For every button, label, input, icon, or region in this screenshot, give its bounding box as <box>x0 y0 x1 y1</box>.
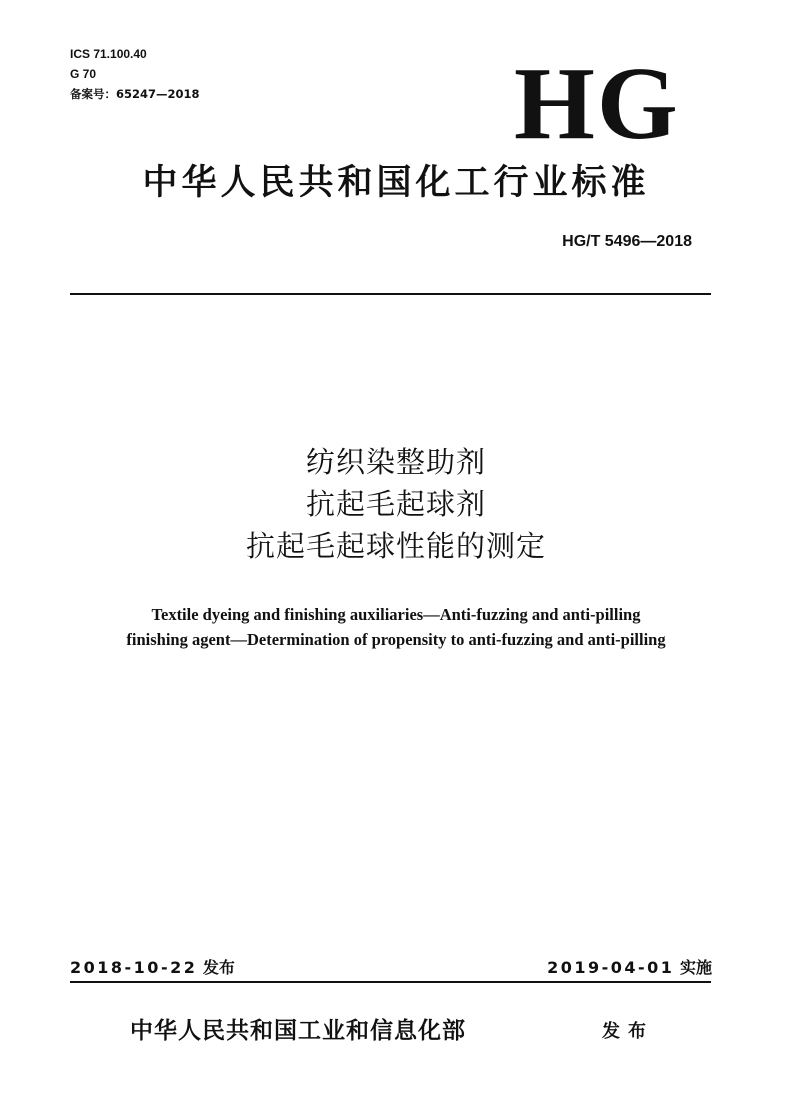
chinese-title-line-3: 抗起毛起球性能的测定 <box>245 529 546 563</box>
record-number: 备案号：65247—2018 <box>70 87 200 101</box>
issuer-action: 发布 <box>602 1021 654 1042</box>
english-title-line-2: finishing agent—Determination of propensity to anti-fuzzing and anti-pilling <box>126 630 666 649</box>
english-title-line-1: Textile dyeing and finishing auxiliaries—Anti-fuzzing and anti-pilling <box>151 605 641 624</box>
ics-code: ICS 71.100.40 <box>70 47 147 61</box>
issue-date <box>70 957 235 979</box>
standard-code: HG/T 5496—2018 <box>562 233 692 250</box>
implementation-date-label: 实施 <box>679 958 712 977</box>
classification-code: G 70 <box>70 67 97 81</box>
footer-divider <box>70 981 711 983</box>
standard-title: 中华人民共和国化工行业标准 <box>142 163 650 203</box>
hg-logo: HG <box>514 46 680 161</box>
implementation-date-value: 2019-04-01 <box>547 958 675 977</box>
header-divider <box>70 293 711 295</box>
chinese-title-line-1: 纺织染整助剂 <box>305 445 486 479</box>
implementation-date <box>547 957 712 979</box>
issue-date-label: 发布 <box>202 958 235 977</box>
issue-date-value: 2018-10-22 <box>70 958 198 977</box>
issuer-name: 中华人民共和国工业和信息化部 <box>130 1018 466 1044</box>
chinese-title-line-2: 抗起毛起球剂 <box>305 487 486 521</box>
